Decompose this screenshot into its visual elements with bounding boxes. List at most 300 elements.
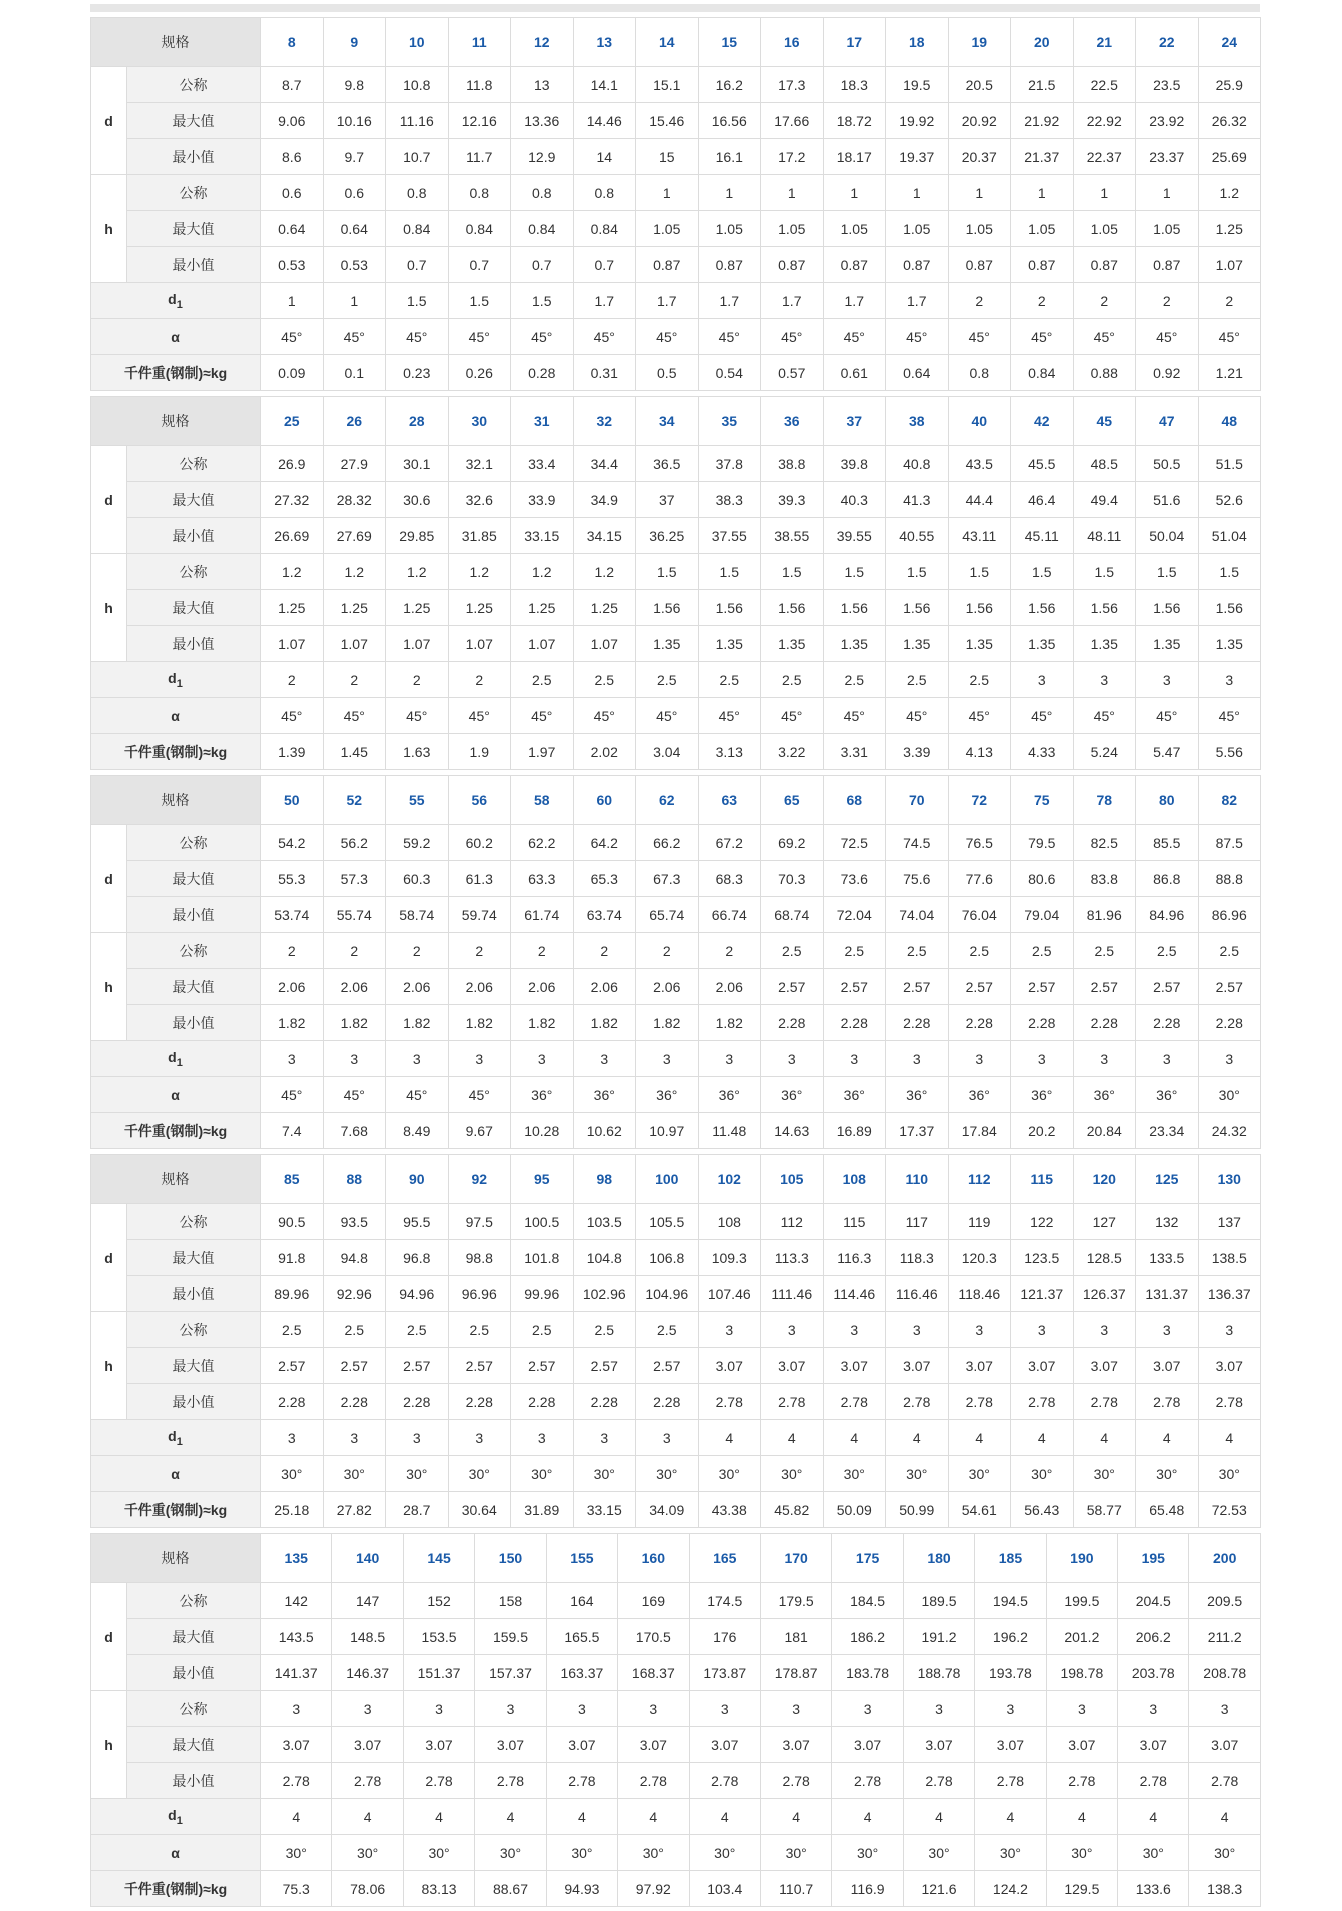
spec-value-cell: 78 xyxy=(1073,776,1136,825)
value-cell: 52.6 xyxy=(1198,482,1261,518)
value-cell: 11.48 xyxy=(698,1113,761,1149)
value-cell: 2.57 xyxy=(261,1348,324,1384)
value-cell: 2.06 xyxy=(698,969,761,1005)
value-cell: 2.28 xyxy=(1198,1005,1261,1041)
value-cell: 179.5 xyxy=(760,1583,831,1619)
value-cell: 3 xyxy=(823,1041,886,1077)
spec-value-cell: 52 xyxy=(323,776,386,825)
d1-label-main: d xyxy=(168,669,177,686)
value-cell: 0.87 xyxy=(1136,247,1199,283)
value-cell: 45° xyxy=(323,319,386,355)
value-cell: 0.87 xyxy=(886,247,949,283)
spec-label-cell: 规格 xyxy=(91,1534,261,1583)
spec-value-cell: 98 xyxy=(573,1155,636,1204)
value-cell: 2 xyxy=(323,933,386,969)
value-cell: 16.56 xyxy=(698,103,761,139)
spec-value-cell: 36 xyxy=(761,397,824,446)
value-cell: 0.84 xyxy=(511,211,574,247)
value-cell: 45° xyxy=(1073,319,1136,355)
spec-value-cell: 100 xyxy=(636,1155,699,1204)
value-cell: 3 xyxy=(1198,1041,1261,1077)
value-cell: 45° xyxy=(1011,319,1074,355)
value-cell: 30.64 xyxy=(448,1492,511,1528)
group-label-d: d xyxy=(91,446,127,554)
value-cell: 2.5 xyxy=(698,662,761,698)
value-cell: 17.2 xyxy=(761,139,824,175)
value-cell: 0.8 xyxy=(948,355,1011,391)
value-cell: 158 xyxy=(475,1583,546,1619)
value-cell: 146.37 xyxy=(332,1655,403,1691)
value-cell: 30° xyxy=(332,1835,403,1871)
value-cell: 1.2 xyxy=(573,554,636,590)
value-cell: 18.72 xyxy=(823,103,886,139)
value-cell: 20.5 xyxy=(948,67,1011,103)
value-cell: 2 xyxy=(1073,283,1136,319)
spec-value-cell: 185 xyxy=(975,1534,1046,1583)
value-cell: 2.28 xyxy=(448,1384,511,1420)
value-cell: 2 xyxy=(261,933,324,969)
value-cell: 0.87 xyxy=(823,247,886,283)
spec-value-cell: 112 xyxy=(948,1155,1011,1204)
spec-value-cell: 19 xyxy=(948,18,1011,67)
value-cell: 45° xyxy=(1198,698,1261,734)
value-cell: 1.7 xyxy=(761,283,824,319)
value-cell: 2.28 xyxy=(823,1005,886,1041)
value-cell: 1.9 xyxy=(448,734,511,770)
spec-table xyxy=(90,1154,1261,1528)
spec-header-row xyxy=(91,18,1261,67)
value-cell: 25.9 xyxy=(1198,67,1261,103)
row-label-d1 xyxy=(91,283,261,319)
value-cell: 1.82 xyxy=(386,1005,449,1041)
spec-table xyxy=(90,775,1261,1149)
spec-value-cell: 135 xyxy=(261,1534,332,1583)
value-cell: 1.7 xyxy=(573,283,636,319)
spec-value-cell: 40 xyxy=(948,397,1011,446)
value-cell: 45° xyxy=(573,319,636,355)
value-cell: 73.6 xyxy=(823,861,886,897)
value-cell: 119 xyxy=(948,1204,1011,1240)
value-cell: 117 xyxy=(886,1204,949,1240)
value-cell: 91.8 xyxy=(261,1240,324,1276)
value-cell: 2.78 xyxy=(546,1763,617,1799)
value-cell: 30° xyxy=(832,1835,903,1871)
value-cell: 0.8 xyxy=(386,175,449,211)
value-cell: 63.74 xyxy=(573,897,636,933)
value-cell: 2.28 xyxy=(261,1384,324,1420)
value-cell: 38.8 xyxy=(761,446,824,482)
value-cell: 1.05 xyxy=(886,211,949,247)
value-cell: 3 xyxy=(1198,1312,1261,1348)
table-row-d-nom xyxy=(91,67,1261,103)
value-cell: 1.35 xyxy=(1011,626,1074,662)
value-cell: 3.07 xyxy=(698,1348,761,1384)
value-cell: 3 xyxy=(1136,662,1199,698)
value-cell: 60.3 xyxy=(386,861,449,897)
value-cell: 30° xyxy=(1136,1456,1199,1492)
value-cell: 0.87 xyxy=(761,247,824,283)
value-cell: 2.5 xyxy=(1198,933,1261,969)
value-cell: 30.1 xyxy=(386,446,449,482)
value-cell: 116.9 xyxy=(832,1871,903,1907)
value-cell: 2.5 xyxy=(823,662,886,698)
value-cell: 3 xyxy=(636,1041,699,1077)
value-cell: 203.78 xyxy=(1118,1655,1189,1691)
value-cell: 25.18 xyxy=(261,1492,324,1528)
value-cell: 45° xyxy=(261,698,324,734)
spec-value-cell: 34 xyxy=(636,397,699,446)
table-row-h-max xyxy=(91,969,1261,1005)
value-cell: 12.9 xyxy=(511,139,574,175)
value-cell: 115 xyxy=(823,1204,886,1240)
value-cell: 0.64 xyxy=(886,355,949,391)
value-cell: 27.69 xyxy=(323,518,386,554)
value-cell: 2.57 xyxy=(511,1348,574,1384)
value-cell: 8.6 xyxy=(261,139,324,175)
value-cell: 1.7 xyxy=(823,283,886,319)
value-cell: 59.2 xyxy=(386,825,449,861)
value-cell: 25.69 xyxy=(1198,139,1261,175)
value-cell: 0.87 xyxy=(636,247,699,283)
value-cell: 0.6 xyxy=(261,175,324,211)
value-cell: 30° xyxy=(975,1835,1046,1871)
row-label-weight: 千件重(钢制)≈kg xyxy=(91,355,261,391)
value-cell: 2.57 xyxy=(448,1348,511,1384)
value-cell: 30° xyxy=(448,1456,511,1492)
value-cell: 45° xyxy=(573,698,636,734)
value-cell: 3 xyxy=(323,1420,386,1456)
value-cell: 36° xyxy=(886,1077,949,1113)
value-cell: 17.3 xyxy=(761,67,824,103)
row-label-alpha: α xyxy=(91,1456,261,1492)
table-row-alpha xyxy=(91,698,1261,734)
sub-label-nominal: 公称 xyxy=(127,1204,261,1240)
value-cell: 1 xyxy=(823,175,886,211)
row-label-weight: 千件重(钢制)≈kg xyxy=(91,1113,261,1149)
value-cell: 133.6 xyxy=(1118,1871,1189,1907)
spec-table xyxy=(90,1533,1261,1907)
sub-label-min: 最小值 xyxy=(127,626,261,662)
value-cell: 118.3 xyxy=(886,1240,949,1276)
sub-label-min: 最小值 xyxy=(127,1384,261,1420)
value-cell: 1 xyxy=(698,175,761,211)
value-cell: 1.5 xyxy=(698,554,761,590)
value-cell: 26.9 xyxy=(261,446,324,482)
sub-label-min: 最小值 xyxy=(127,518,261,554)
value-cell: 1.5 xyxy=(1198,554,1261,590)
value-cell: 45° xyxy=(1136,319,1199,355)
value-cell: 3 xyxy=(386,1041,449,1077)
value-cell: 4 xyxy=(975,1799,1046,1835)
value-cell: 9.8 xyxy=(323,67,386,103)
value-cell: 2.5 xyxy=(948,662,1011,698)
value-cell: 3 xyxy=(761,1041,824,1077)
value-cell: 0.7 xyxy=(573,247,636,283)
value-cell: 0.09 xyxy=(261,355,324,391)
group-label-h: h xyxy=(91,554,127,662)
value-cell: 67.3 xyxy=(636,861,699,897)
value-cell: 21.37 xyxy=(1011,139,1074,175)
value-cell: 4 xyxy=(1118,1799,1189,1835)
value-cell: 3 xyxy=(261,1420,324,1456)
value-cell: 67.2 xyxy=(698,825,761,861)
spec-value-cell: 16 xyxy=(761,18,824,67)
spec-header-row xyxy=(91,1534,1261,1583)
value-cell: 3 xyxy=(573,1041,636,1077)
value-cell: 2 xyxy=(511,933,574,969)
value-cell: 168.37 xyxy=(618,1655,689,1691)
value-cell: 45° xyxy=(261,319,324,355)
d1-label-main: d xyxy=(168,1806,177,1823)
value-cell: 30° xyxy=(1073,1456,1136,1492)
value-cell: 211.2 xyxy=(1189,1619,1260,1655)
value-cell: 2.5 xyxy=(573,662,636,698)
value-cell: 208.78 xyxy=(1189,1655,1260,1691)
group-label-h: h xyxy=(91,1312,127,1420)
spec-value-cell: 180 xyxy=(903,1534,974,1583)
value-cell: 3 xyxy=(475,1691,546,1727)
value-cell: 72.04 xyxy=(823,897,886,933)
value-cell: 4 xyxy=(698,1420,761,1456)
value-cell: 13 xyxy=(511,67,574,103)
value-cell: 113.3 xyxy=(761,1240,824,1276)
value-cell: 40.3 xyxy=(823,482,886,518)
spec-value-cell: 10 xyxy=(386,18,449,67)
value-cell: 1.56 xyxy=(698,590,761,626)
value-cell: 45° xyxy=(698,698,761,734)
value-cell: 10.16 xyxy=(323,103,386,139)
value-cell: 176 xyxy=(689,1619,760,1655)
value-cell: 74.5 xyxy=(886,825,949,861)
value-cell: 27.9 xyxy=(323,446,386,482)
value-cell: 66.2 xyxy=(636,825,699,861)
group-label-h: h xyxy=(91,933,127,1041)
value-cell: 3 xyxy=(1198,662,1261,698)
value-cell: 2.78 xyxy=(1073,1384,1136,1420)
value-cell: 1.5 xyxy=(1136,554,1199,590)
value-cell: 63.3 xyxy=(511,861,574,897)
value-cell: 3 xyxy=(948,1041,1011,1077)
value-cell: 199.5 xyxy=(1046,1583,1117,1619)
spec-value-cell: 125 xyxy=(1136,1155,1199,1204)
value-cell: 51.5 xyxy=(1198,446,1261,482)
value-cell: 23.37 xyxy=(1136,139,1199,175)
value-cell: 193.78 xyxy=(975,1655,1046,1691)
sub-label-nominal: 公称 xyxy=(127,825,261,861)
value-cell: 3 xyxy=(332,1691,403,1727)
value-cell: 0.7 xyxy=(448,247,511,283)
sub-label-nominal: 公称 xyxy=(127,67,261,103)
value-cell: 36° xyxy=(948,1077,1011,1113)
value-cell: 3 xyxy=(886,1041,949,1077)
value-cell: 96.96 xyxy=(448,1276,511,1312)
value-cell: 121.37 xyxy=(1011,1276,1074,1312)
value-cell: 20.92 xyxy=(948,103,1011,139)
spec-table xyxy=(90,17,1261,391)
table-row-h-max xyxy=(91,1348,1261,1384)
value-cell: 83.8 xyxy=(1073,861,1136,897)
table-row-d-min xyxy=(91,139,1261,175)
value-cell: 189.5 xyxy=(903,1583,974,1619)
table-row-d1 xyxy=(91,1799,1261,1835)
sub-label-nominal: 公称 xyxy=(127,1583,261,1619)
table-row-d-nom xyxy=(91,446,1261,482)
value-cell: 2.28 xyxy=(386,1384,449,1420)
value-cell: 3.07 xyxy=(832,1727,903,1763)
value-cell: 2.06 xyxy=(511,969,574,1005)
value-cell: 152 xyxy=(403,1583,474,1619)
value-cell: 76.04 xyxy=(948,897,1011,933)
value-cell: 3.39 xyxy=(886,734,949,770)
sub-label-nominal: 公称 xyxy=(127,175,261,211)
value-cell: 2.06 xyxy=(448,969,511,1005)
value-cell: 3.07 xyxy=(261,1727,332,1763)
value-cell: 1.82 xyxy=(448,1005,511,1041)
spec-value-cell: 48 xyxy=(1198,397,1261,446)
value-cell: 31.85 xyxy=(448,518,511,554)
value-cell: 122 xyxy=(1011,1204,1074,1240)
value-cell: 0.84 xyxy=(448,211,511,247)
spec-value-cell: 14 xyxy=(636,18,699,67)
table-row-h-min xyxy=(91,1005,1261,1041)
value-cell: 74.04 xyxy=(886,897,949,933)
value-cell: 4 xyxy=(903,1799,974,1835)
value-cell: 0.26 xyxy=(448,355,511,391)
spec-value-cell: 15 xyxy=(698,18,761,67)
value-cell: 0.8 xyxy=(511,175,574,211)
value-cell: 2.28 xyxy=(323,1384,386,1420)
value-cell: 18.17 xyxy=(823,139,886,175)
value-cell: 2.57 xyxy=(573,1348,636,1384)
value-cell: 3 xyxy=(618,1691,689,1727)
value-cell: 123.5 xyxy=(1011,1240,1074,1276)
value-cell: 89.96 xyxy=(261,1276,324,1312)
value-cell: 33.4 xyxy=(511,446,574,482)
value-cell: 23.92 xyxy=(1136,103,1199,139)
row-label-d1 xyxy=(91,1041,261,1077)
value-cell: 12.16 xyxy=(448,103,511,139)
sub-label-min: 最小值 xyxy=(127,247,261,283)
value-cell: 1.5 xyxy=(448,283,511,319)
value-cell: 1.7 xyxy=(886,283,949,319)
value-cell: 2.78 xyxy=(832,1763,903,1799)
value-cell: 112 xyxy=(761,1204,824,1240)
value-cell: 1.25 xyxy=(323,590,386,626)
spec-value-cell: 72 xyxy=(948,776,1011,825)
spec-value-cell: 195 xyxy=(1118,1534,1189,1583)
value-cell: 0.84 xyxy=(1011,355,1074,391)
value-cell: 22.37 xyxy=(1073,139,1136,175)
value-cell: 0.84 xyxy=(573,211,636,247)
value-cell: 36° xyxy=(511,1077,574,1113)
value-cell: 36° xyxy=(1136,1077,1199,1113)
value-cell: 2.78 xyxy=(332,1763,403,1799)
sub-label-min: 最小值 xyxy=(127,1276,261,1312)
value-cell: 1.05 xyxy=(698,211,761,247)
spec-value-cell: 120 xyxy=(1073,1155,1136,1204)
value-cell: 3 xyxy=(698,1041,761,1077)
value-cell: 1.5 xyxy=(1011,554,1074,590)
value-cell: 30° xyxy=(546,1835,617,1871)
value-cell: 30° xyxy=(511,1456,574,1492)
row-label-d1 xyxy=(91,1799,261,1835)
spec-label-cell: 规格 xyxy=(91,1155,261,1204)
value-cell: 3.07 xyxy=(761,1348,824,1384)
value-cell: 0.87 xyxy=(1073,247,1136,283)
value-cell: 4.13 xyxy=(948,734,1011,770)
spec-value-cell: 70 xyxy=(886,776,949,825)
value-cell: 1.5 xyxy=(823,554,886,590)
value-cell: 45° xyxy=(636,319,699,355)
value-cell: 45° xyxy=(323,698,386,734)
value-cell: 3 xyxy=(1073,1312,1136,1348)
row-label-alpha: α xyxy=(91,1835,261,1871)
value-cell: 34.9 xyxy=(573,482,636,518)
value-cell: 3 xyxy=(689,1691,760,1727)
value-cell: 72.53 xyxy=(1198,1492,1261,1528)
value-cell: 2.57 xyxy=(636,1348,699,1384)
d1-label-subscript: 1 xyxy=(176,1435,183,1448)
value-cell: 3 xyxy=(323,1041,386,1077)
d1-label-subscript: 1 xyxy=(176,298,183,311)
value-cell: 1.2 xyxy=(386,554,449,590)
value-cell: 43.11 xyxy=(948,518,1011,554)
value-cell: 50.99 xyxy=(886,1492,949,1528)
table-row-h-min xyxy=(91,1763,1261,1799)
value-cell: 3 xyxy=(1011,1041,1074,1077)
value-cell: 75.6 xyxy=(886,861,949,897)
value-cell: 2.28 xyxy=(1011,1005,1074,1041)
spec-value-cell: 13 xyxy=(573,18,636,67)
value-cell: 0.64 xyxy=(323,211,386,247)
value-cell: 2 xyxy=(1011,283,1074,319)
value-cell: 2.78 xyxy=(261,1763,332,1799)
value-cell: 3.07 xyxy=(1118,1727,1189,1763)
sub-label-min: 最小值 xyxy=(127,1005,261,1041)
value-cell: 30° xyxy=(760,1835,831,1871)
value-cell: 61.3 xyxy=(448,861,511,897)
value-cell: 206.2 xyxy=(1118,1619,1189,1655)
value-cell: 1.7 xyxy=(636,283,699,319)
value-cell: 40.8 xyxy=(886,446,949,482)
value-cell: 4 xyxy=(332,1799,403,1835)
table-row-h-max xyxy=(91,1727,1261,1763)
value-cell: 2.78 xyxy=(948,1384,1011,1420)
table-row-weight xyxy=(91,734,1261,770)
spec-value-cell: 11 xyxy=(448,18,511,67)
value-cell: 143.5 xyxy=(261,1619,332,1655)
value-cell: 21.5 xyxy=(1011,67,1074,103)
value-cell: 26.32 xyxy=(1198,103,1261,139)
value-cell: 3 xyxy=(1136,1312,1199,1348)
value-cell: 18.3 xyxy=(823,67,886,103)
value-cell: 1.2 xyxy=(511,554,574,590)
value-cell: 2.57 xyxy=(1136,969,1199,1005)
value-cell: 2.78 xyxy=(886,1384,949,1420)
value-cell: 68.3 xyxy=(698,861,761,897)
value-cell: 2 xyxy=(323,662,386,698)
value-cell: 164 xyxy=(546,1583,617,1619)
value-cell: 0.87 xyxy=(948,247,1011,283)
value-cell: 3 xyxy=(636,1420,699,1456)
value-cell: 131.37 xyxy=(1136,1276,1199,1312)
spec-value-cell: 9 xyxy=(323,18,386,67)
value-cell: 30° xyxy=(636,1456,699,1492)
d1-label-main: d xyxy=(168,1427,177,1444)
value-cell: 124.2 xyxy=(975,1871,1046,1907)
value-cell: 2 xyxy=(261,662,324,698)
sub-label-max: 最大值 xyxy=(127,590,261,626)
